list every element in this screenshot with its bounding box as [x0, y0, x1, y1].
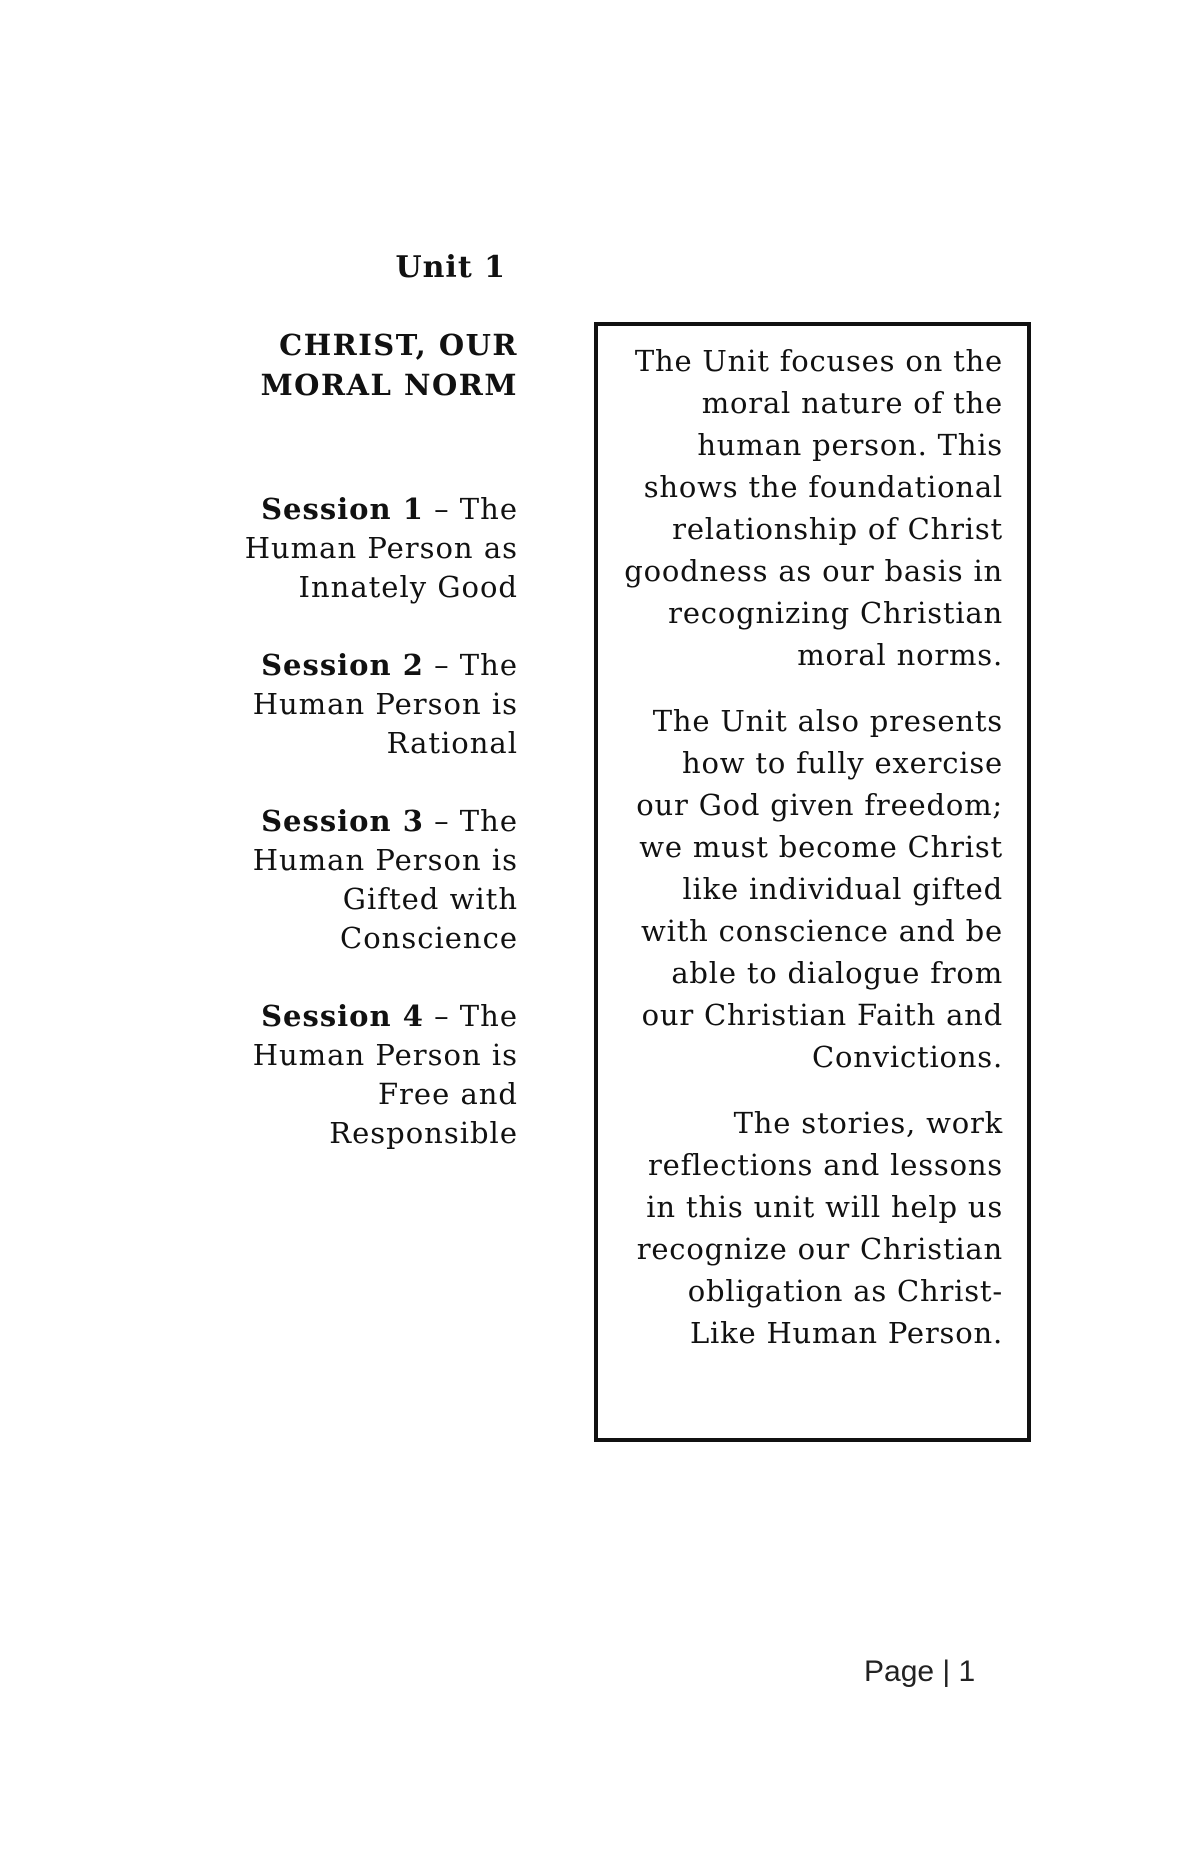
session-list [200, 490, 518, 1153]
overview-paragraph: The stories, work reflections and lessons in this unit will help us recognize our Christian obligation as Christ-Like Human Person. [636, 1106, 1003, 1350]
overview-paragraph: The Unit also presents how to fully exercise our God given freedom; we must become Christ like individual gifted with conscience and be able to dialogue from our Christian Faith and Convictions. [636, 704, 1003, 1074]
page-number: Page | 1 [864, 1655, 976, 1688]
unit-label: Unit 1 [395, 250, 506, 285]
session-item [200, 490, 518, 607]
session-number: Session 4 [261, 999, 424, 1033]
overview-paragraph: The Unit focuses on the moral nature of the human person. This shows the foundational relationship of Christ goodness as our basis in recognizing Christian moral norms. [624, 344, 1003, 672]
session-title: – The Human Person is Gifted with Conscience [252, 804, 518, 955]
session-item [200, 997, 518, 1153]
unit-title-line-1: CHRIST, OUR [279, 328, 518, 362]
session-title: – The Human Person is Free and Responsible [252, 999, 518, 1150]
session-item [200, 802, 518, 958]
session-number: Session 2 [261, 648, 424, 682]
session-title: – The Human Person as Innately Good [244, 492, 518, 604]
session-number: Session 1 [261, 492, 424, 526]
session-number: Session 3 [261, 804, 424, 838]
unit-overview-box [594, 322, 1031, 1442]
unit-title [200, 325, 518, 405]
unit-sidebar [200, 250, 518, 1192]
unit-title-line-2: MORAL NORM [260, 368, 518, 402]
session-item [200, 646, 518, 763]
session-title: – The Human Person is Rational [252, 648, 518, 760]
